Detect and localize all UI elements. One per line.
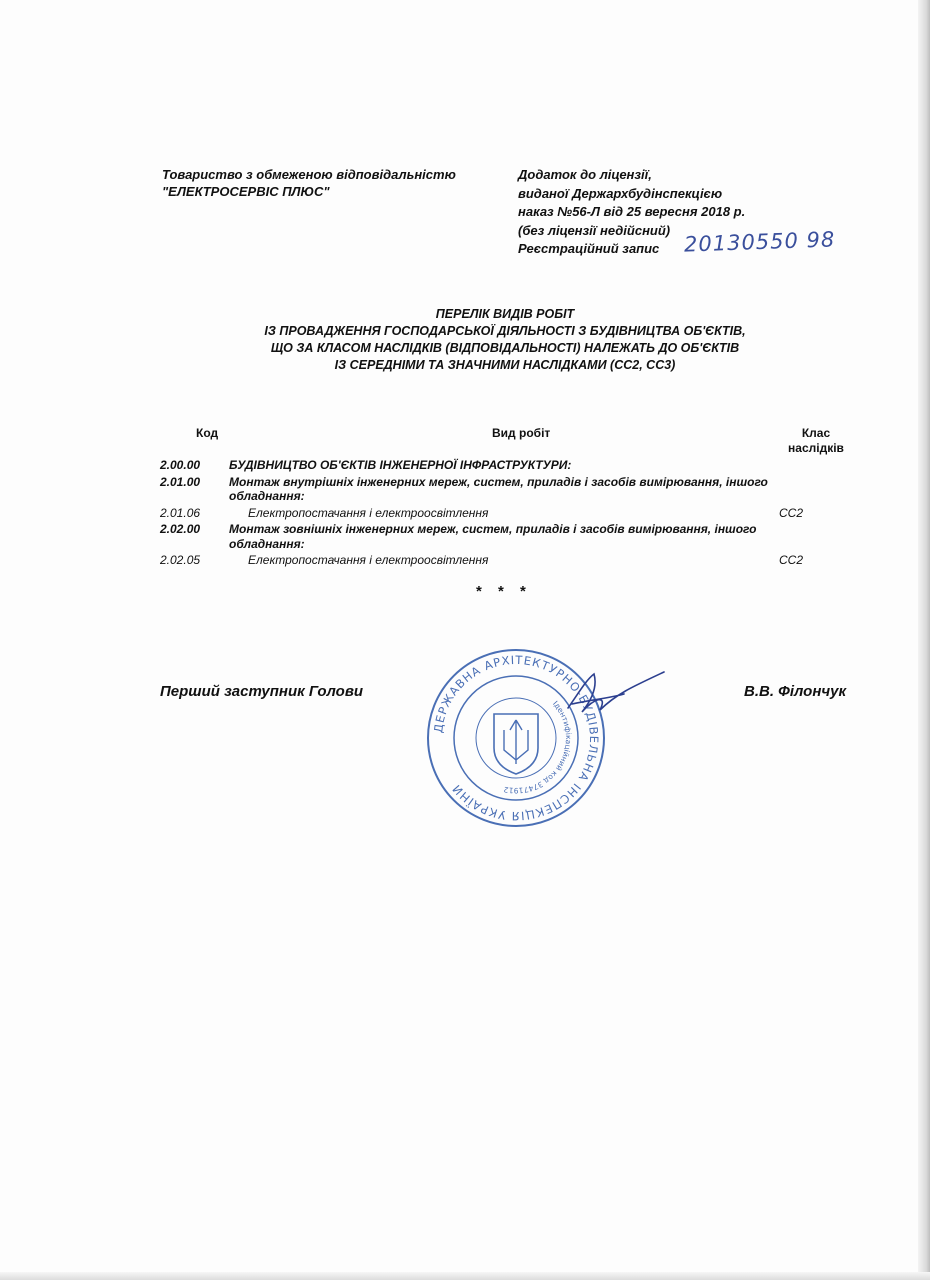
- column-header-class-line-2: наслідків: [788, 441, 844, 455]
- row-description: БУДІВНИЦТВО ОБ'ЄКТІВ ІНЖЕНЕРНОЇ ІНФРАСТРУКТУРИ:: [229, 458, 572, 472]
- title-line-3: ЩО ЗА КЛАСОМ НАСЛІДКІВ (ВІДПОВІДАЛЬНОСТІ) НАЛЕЖАТЬ ДО ОБ'ЄКТІВ: [270, 341, 740, 355]
- company-block: [162, 166, 456, 200]
- company-line-1: Товариство з обмеженою відповідальністю: [162, 167, 456, 182]
- row-code: 2.01.06: [160, 505, 201, 520]
- scan-edge-bottom: [0, 1272, 930, 1280]
- row-code: 2.02.05: [160, 553, 201, 567]
- row-code: 2.02.00: [160, 522, 201, 536]
- title-line-1: ПЕРЕЛІК ВИДІВ РОБІТ: [435, 307, 575, 321]
- document-title: [200, 306, 810, 374]
- row-description: Електропостачання і електроосвітлення: [248, 553, 489, 567]
- row-code: 2.00.00: [160, 458, 201, 472]
- registry-label: Реєстраційний запис: [518, 241, 660, 256]
- annex-line-2: виданої Держархбудінспекцією: [518, 185, 723, 201]
- row-class: [774, 522, 839, 551]
- column-header-class: [776, 426, 856, 456]
- annex-line-4: (без ліцензії недійсний): [518, 222, 671, 238]
- section-separator: * * *: [476, 583, 532, 600]
- signatory-position: Перший заступник Голови: [160, 683, 364, 700]
- table-row: [160, 458, 840, 473]
- column-header-code: Код: [196, 426, 219, 440]
- works-table: [160, 458, 840, 570]
- scan-edge-right: [918, 0, 930, 1280]
- row-description: Монтаж внутрішніх інженерних мереж, систем, приладів і засобів вимірювання, іншого обладнання:: [229, 474, 768, 503]
- table-row: [160, 475, 840, 504]
- column-header-class-line-1: Клас: [801, 426, 831, 440]
- table-row: [160, 506, 840, 521]
- signatory-name: В.В. Філончук: [744, 683, 847, 700]
- company-line-2: "ЕЛЕКТРОСЕРВІС ПЛЮС": [162, 184, 330, 199]
- table-row: [160, 553, 840, 568]
- title-line-2: ІЗ ПРОВАДЖЕННЯ ГОСПОДАРСЬКОЇ ДІЯЛЬНОСТІ З БУДІВНИЦТВА ОБ'ЄКТІВ,: [264, 324, 746, 338]
- stamp-inner-text: Ідентифікаційний код 37471912: [502, 699, 574, 796]
- row-code: 2.01.00: [160, 474, 201, 489]
- handwritten-signature-icon: [560, 664, 670, 724]
- row-class: [774, 475, 839, 504]
- table-row: [160, 522, 840, 551]
- annex-line-3: наказ №56-Л від 25 вересня 2018 р.: [518, 204, 746, 219]
- column-header-work: Вид робіт: [492, 426, 551, 440]
- row-description: Монтаж зовнішніх інженерних мереж, систем, приладів і засобів вимірювання, іншого обладнання:: [229, 522, 757, 551]
- row-class: СС2: [779, 505, 804, 520]
- registry-number-handwritten: 20130550 98: [683, 227, 836, 257]
- title-line-4: ІЗ СЕРЕДНІМИ ТА ЗНАЧНИМИ НАСЛІДКАМИ (СС2, СС3): [334, 358, 676, 372]
- row-description: Електропостачання і електроосвітлення: [248, 505, 489, 520]
- row-class: [774, 458, 839, 473]
- stamp-outer-text: ДЕРЖАВНА АРХІТЕКТУРНО-БУДІВЕЛЬНА ІНСПЕКЦІЯ УКРАЇНИ: [431, 652, 602, 824]
- row-class: СС2: [779, 553, 804, 567]
- annex-line-1: Додаток до ліцензії,: [518, 167, 652, 182]
